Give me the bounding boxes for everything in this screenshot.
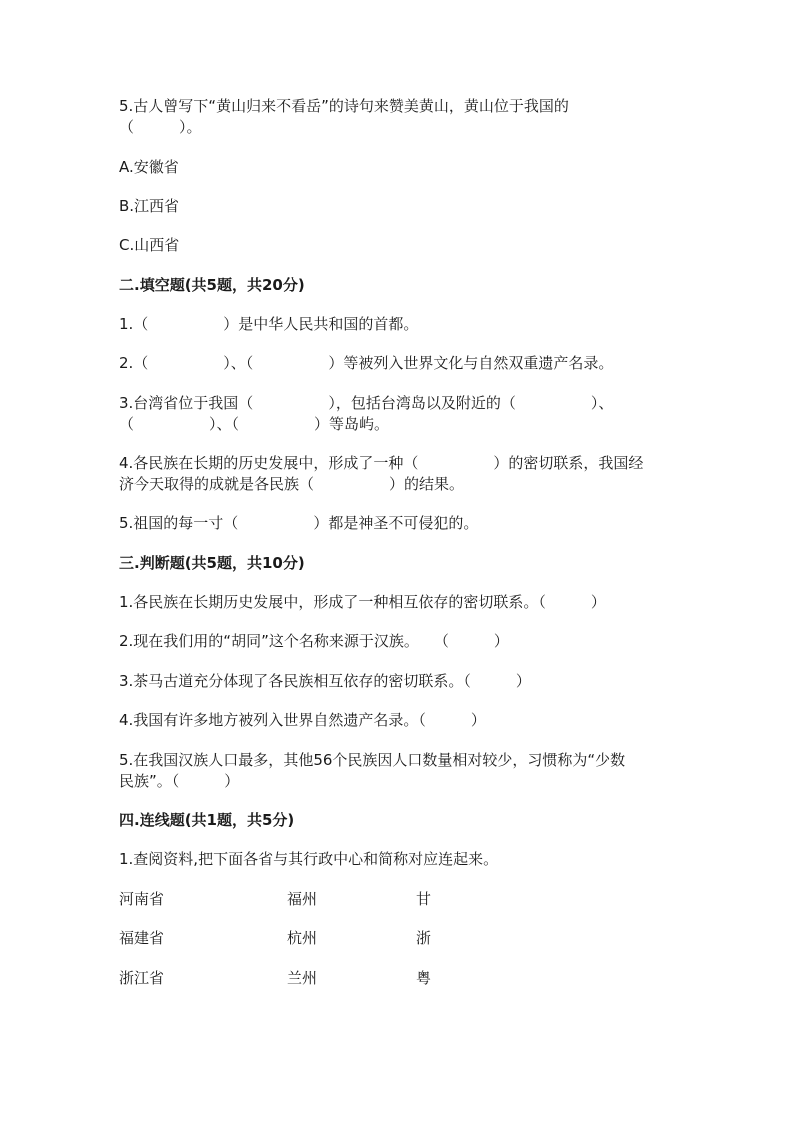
judge-question-4: 4.我国有许多地方被列入世界自然遗产名录。（ ） xyxy=(119,711,486,729)
match-province-1: 河南省 xyxy=(119,890,165,908)
option-b: B.江西省 xyxy=(119,197,180,215)
judge-question-2: 2.现在我们用的“胡同”这个名称来源于汉族。 （ ） xyxy=(119,632,509,650)
fill-question-2: 2.（ ）、（ ）等被列入世界文化与自然双重遗产名录。 xyxy=(119,354,614,372)
fill-question-4-line1: 4.各民族在长期的历史发展中，形成了一种（ ）的密切联系，我国经 xyxy=(119,454,644,472)
match-province-2: 福建省 xyxy=(119,929,165,947)
match-abbr-3: 粤 xyxy=(416,969,432,987)
judge-question-5-line1: 5.在我国汉族人口最多，其他56个民族因人口数量相对较少，习惯称为“少数 xyxy=(119,751,626,769)
match-abbr-1: 甘 xyxy=(416,890,432,908)
option-c: C.山西省 xyxy=(119,236,180,254)
match-abbr-2: 浙 xyxy=(416,929,432,947)
match-capital-1: 福州 xyxy=(287,890,318,908)
section-2-heading: 二.填空题(共5题，共20分) xyxy=(119,276,305,294)
question-5-stem-line2: （ ）。 xyxy=(119,118,202,136)
fill-question-3-line1: 3.台湾省位于我国（ ），包括台湾岛以及附近的（ ）、 xyxy=(119,394,614,412)
match-capital-2: 杭州 xyxy=(287,929,318,947)
matching-question-1: 1.查阅资料,把下面各省与其行政中心和简称对应连起来。 xyxy=(119,850,499,868)
option-a: A.安徽省 xyxy=(119,158,179,176)
section-3-heading: 三.判断题(共5题，共10分) xyxy=(119,554,305,572)
fill-question-5: 5.祖国的每一寸（ ）都是神圣不可侵犯的。 xyxy=(119,514,479,532)
judge-question-1: 1.各民族在长期历史发展中，形成了一种相互依存的密切联系。（ ） xyxy=(119,593,606,611)
fill-question-3-line2: （ ）、（ ）等岛屿。 xyxy=(119,415,390,433)
question-5-stem-line1: 5.古人曾写下“黄山归来不看岳”的诗句来赞美黄山，黄山位于我国的 xyxy=(119,97,569,115)
match-province-3: 浙江省 xyxy=(119,969,165,987)
fill-question-4-line2: 济今天取得的成就是各民族（ ）的结果。 xyxy=(119,475,465,493)
judge-question-5-line2: 民族”。（ ） xyxy=(119,772,240,790)
match-capital-3: 兰州 xyxy=(287,969,318,987)
judge-question-3: 3.茶马古道充分体现了各民族相互依存的密切联系。（ ） xyxy=(119,672,531,690)
fill-question-1: 1.（ ）是中华人民共和国的首都。 xyxy=(119,315,419,333)
section-4-heading: 四.连线题(共1题，共5分) xyxy=(119,811,295,829)
